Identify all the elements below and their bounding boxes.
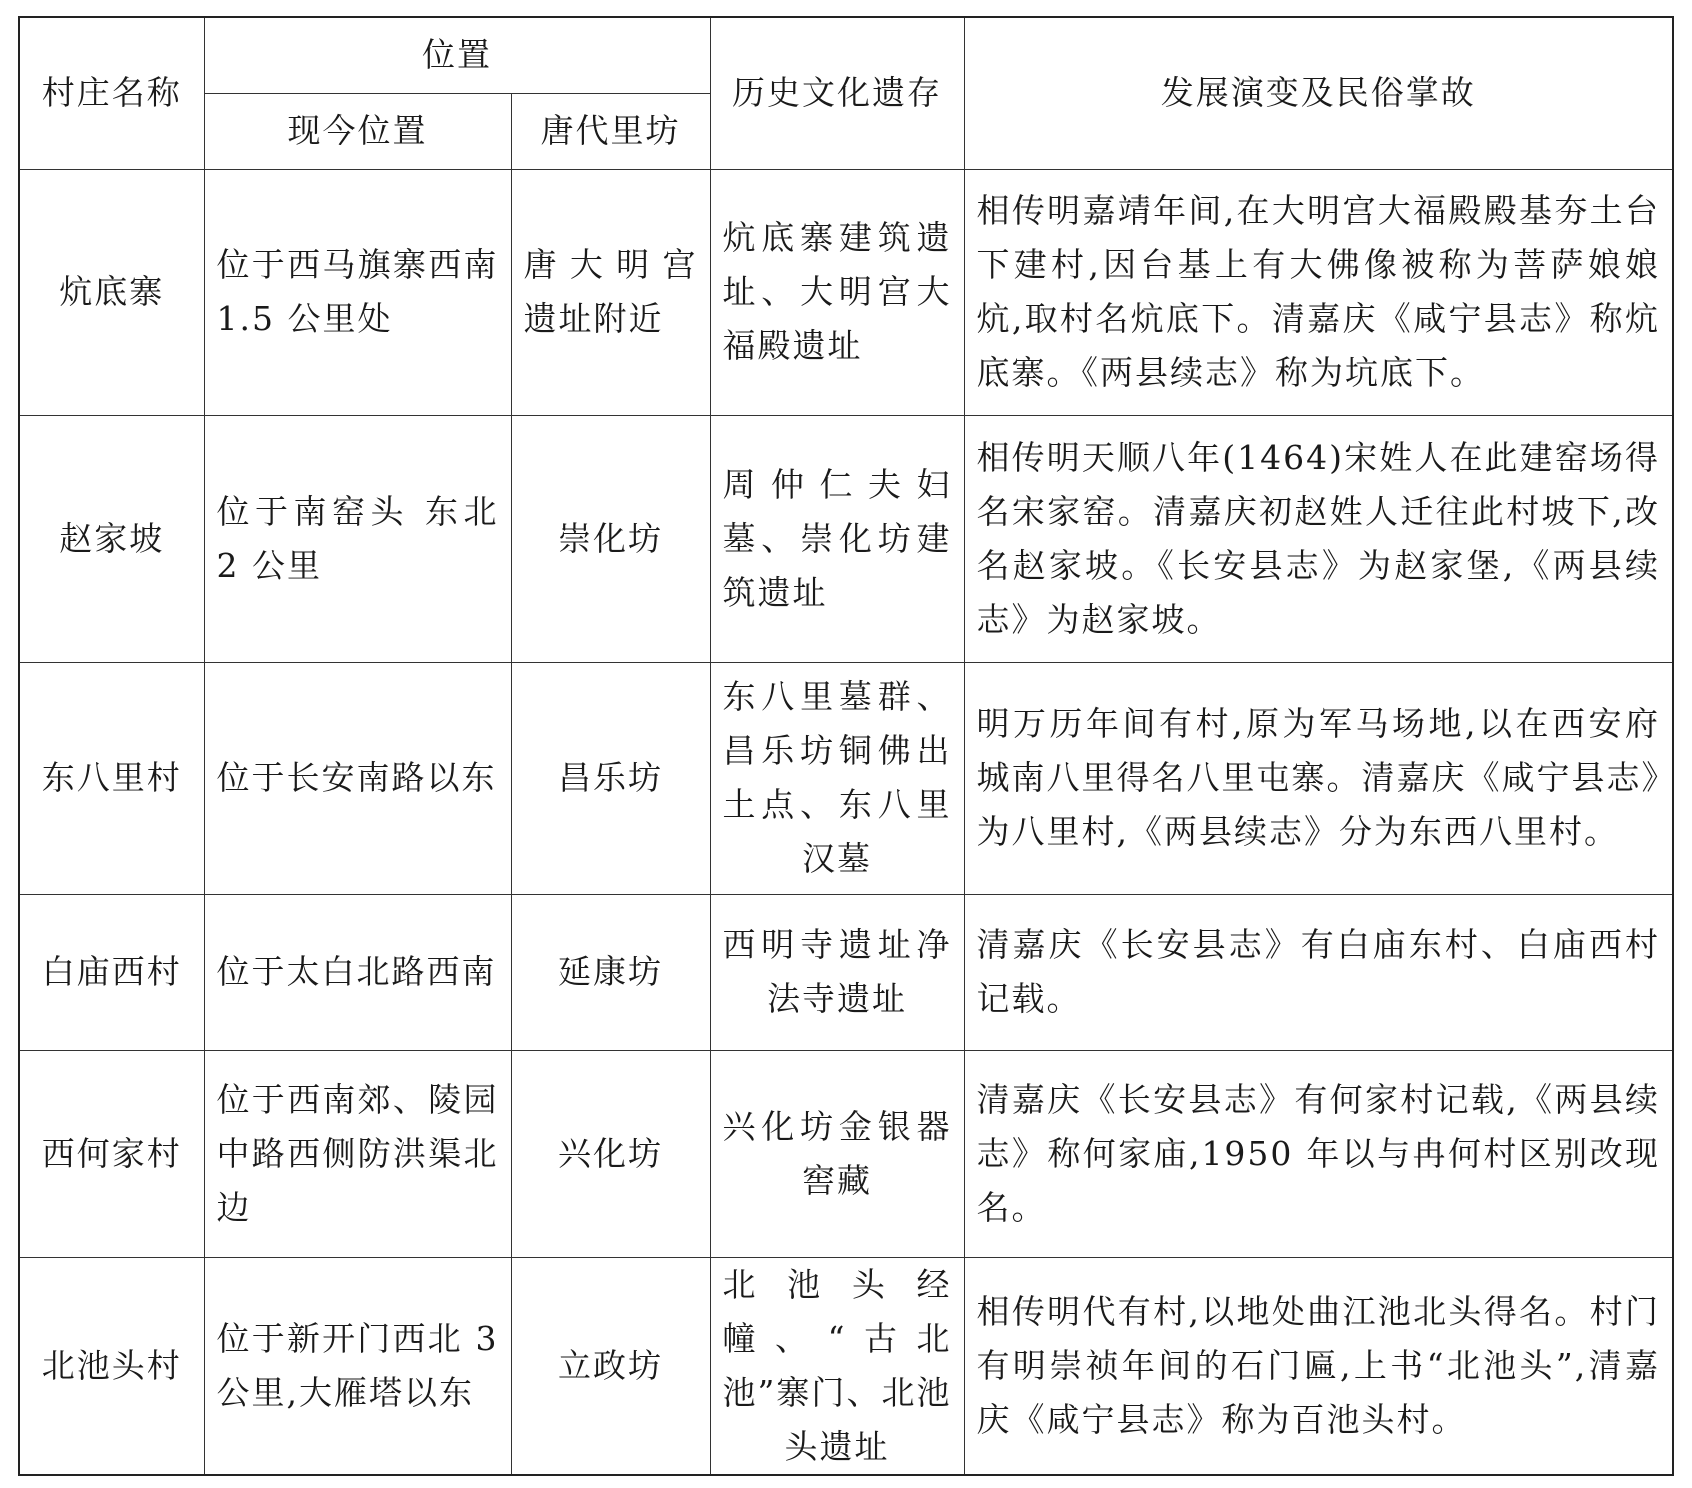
heritage-cell xyxy=(710,1257,964,1475)
heritage-text: 西明寺遗址净法寺遗址 xyxy=(722,925,952,1018)
heritage-text: 东八里墓群、昌乐坊铜佛出土点、东八里汉墓 xyxy=(722,677,952,878)
header-current-location: 现今位置 xyxy=(204,93,511,169)
evolution-cell: 相传明天顺八年(1464)宋姓人在此建窑场得名宋家窑。清嘉庆初赵姓人迁往此村坡下,改名赵家坡。《长安县志》为赵家堡,《两县续志》为赵家坡。 xyxy=(964,415,1673,662)
header-village-name: 村庄名称 xyxy=(19,17,204,169)
village-name-cell: 东八里村 xyxy=(19,662,204,894)
header-position: 位置 xyxy=(204,17,710,93)
tang-fang-cell: 昌乐坊 xyxy=(511,662,710,894)
heritage-cell xyxy=(710,662,964,894)
tang-fang-cell: 延康坊 xyxy=(511,894,710,1050)
table-row xyxy=(19,894,1673,1050)
evolution-cell: 清嘉庆《长安县志》有白庙东村、白庙西村记载。 xyxy=(964,894,1673,1050)
village-name-cell: 炕底寨 xyxy=(19,169,204,415)
heritage-cell: 周仲仁夫妇墓、崇化坊建筑遗址 xyxy=(710,415,964,662)
tang-fang-cell: 崇化坊 xyxy=(511,415,710,662)
heritage-cell xyxy=(710,894,964,1050)
heritage-cell: 炕底寨建筑遗址、大明宫大福殿遗址 xyxy=(710,169,964,415)
evolution-cell: 相传明代有村,以地处曲江池北头得名。村门有明崇祯年间的石门匾,上书“北池头”,清嘉庆《咸宁县志》称为百池头村。 xyxy=(964,1257,1673,1475)
header-tang-fang: 唐代里坊 xyxy=(511,93,710,169)
table-body xyxy=(19,169,1673,1475)
header-heritage: 历史文化遗存 xyxy=(710,17,964,169)
location-cell: 位于南窑头 东北 2 公里 xyxy=(204,415,511,662)
header-evolution: 发展演变及民俗掌故 xyxy=(964,17,1673,169)
heritage-text: 兴化坊金银器窖藏 xyxy=(722,1106,952,1200)
table-row xyxy=(19,662,1673,894)
village-name-cell: 北池头村 xyxy=(19,1257,204,1475)
location-cell: 位于西南郊、陵园中路西侧防洪渠北边 xyxy=(204,1050,511,1257)
table-header xyxy=(19,17,1673,169)
table-row xyxy=(19,169,1673,415)
tang-fang-cell: 唐大明宫遗址附近 xyxy=(511,169,710,415)
location-cell: 位于太白北路西南 xyxy=(204,894,511,1050)
location-cell: 位于西马旗寨西南 1.5 公里处 xyxy=(204,169,511,415)
location-cell: 位于长安南路以东 xyxy=(204,662,511,894)
table-row xyxy=(19,415,1673,662)
tang-fang-cell: 立政坊 xyxy=(511,1257,710,1475)
village-name-cell: 白庙西村 xyxy=(19,894,204,1050)
evolution-cell: 清嘉庆《长安县志》有何家村记载,《两县续志》称何家庙,1950 年以与冉何村区别改现名。 xyxy=(964,1050,1673,1257)
table-row xyxy=(19,1257,1673,1475)
village-name-cell: 赵家坡 xyxy=(19,415,204,662)
heritage-cell xyxy=(710,1050,964,1257)
location-cell: 位于新开门西北 3 公里,大雁塔以东 xyxy=(204,1257,511,1475)
heritage-text: 北池头经幢、“古北池”寨门、北池头遗址 xyxy=(722,1264,952,1466)
village-name-cell: 西何家村 xyxy=(19,1050,204,1257)
evolution-cell: 相传明嘉靖年间,在大明宫大福殿殿基夯土台下建村,因台基上有大佛像被称为菩萨娘娘炕,取村名炕底下。清嘉庆《咸宁县志》称炕底寨。《两县续志》称为坑底下。 xyxy=(964,169,1673,415)
village-table xyxy=(18,16,1674,1476)
evolution-cell: 明万历年间有村,原为军马场地,以在西安府城南八里得名八里屯寨。清嘉庆《咸宁县志》为八里村,《两县续志》分为东西八里村。 xyxy=(964,662,1673,894)
table-row xyxy=(19,1050,1673,1257)
tang-fang-cell: 兴化坊 xyxy=(511,1050,710,1257)
